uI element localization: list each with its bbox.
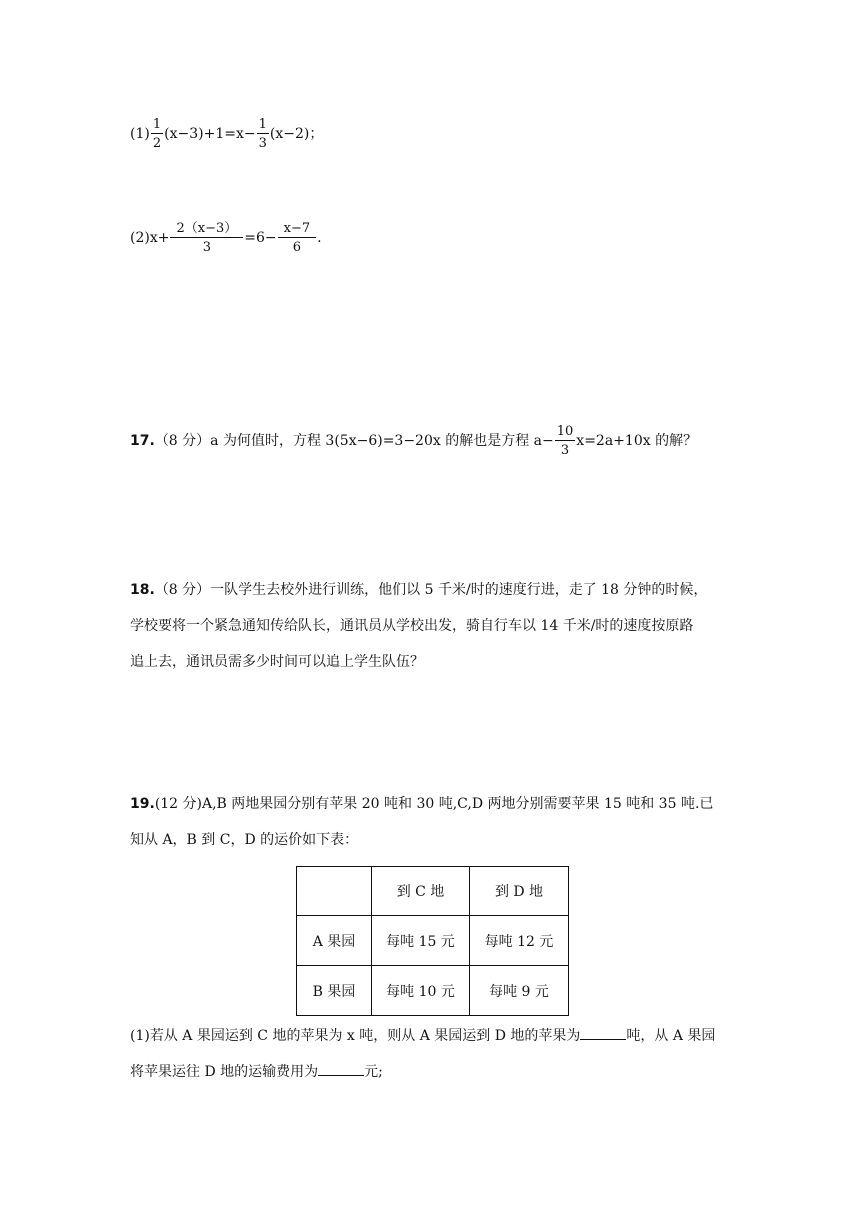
question-18-line-3: 追上去，通讯员需多少时间可以追上学生队伍？: [130, 654, 424, 670]
table-header-cell: 到 D 地: [470, 867, 569, 916]
table-cell: 每吨 9 元: [470, 966, 569, 1016]
question-17-text-b: x=2a+10x 的解？: [576, 433, 698, 449]
question-19-line-1: 19.(12 分)A,B 两地果园分别有苹果 20 吨和 30 吨,C,D 两地分别需要苹果 15 吨和 35 吨.已: [130, 796, 714, 812]
question-19-number: 19.: [130, 796, 155, 812]
table-header-cell: [297, 867, 372, 916]
equation-1-suffix: (x−2)；: [269, 126, 324, 142]
answer-blank: [580, 1025, 626, 1040]
question-18-line-2: 学校要将一个紧急通知传给队长，通讯员从学校出发，骑自行车以 14 千米/时的速度按原路: [130, 618, 694, 634]
equation-1: [130, 118, 323, 150]
question-19-part-1: [130, 1018, 750, 1090]
question-18-number: 18.: [130, 582, 155, 598]
answer-blank: [318, 1061, 364, 1076]
equation-2: [130, 222, 322, 254]
fraction-2x-minus-3-over-3: $\frac{2(x-3)}{3}$: [170, 222, 243, 254]
equation-2-prefix: (2)x+: [130, 230, 170, 246]
equation-1-prefix: (1): [130, 126, 150, 142]
table-cell: 每吨 12 元: [470, 916, 569, 966]
fraction-x-minus-7-over-6: $\frac{x-7}{6}$: [278, 222, 317, 254]
question-18-line-1: 18.（8 分）一队学生去校外进行训练，他们以 5 千米/时的速度行进，走了 18 分钟的时候，: [130, 582, 708, 598]
fraction-one-half: $\frac{1}{2}$: [152, 117, 162, 151]
fraction-one-third: $\frac{1}{3}$: [258, 117, 267, 151]
question-17-number: 17.: [130, 433, 155, 449]
question-19: [130, 786, 750, 858]
table-header-cell: 到 C 地: [372, 867, 470, 916]
question-17-text-a: （8 分）a 为何值时，方程 3(5x−6)=3−20x 的解也是方程 a−: [154, 433, 554, 449]
fraction-ten-thirds: $\frac{10}{3}$: [556, 424, 574, 458]
equation-2-middle: =6−: [244, 230, 277, 246]
table-row: [297, 966, 569, 1016]
question-17: [130, 425, 697, 457]
equation-2-suffix: .: [317, 230, 322, 246]
table-row: [297, 916, 569, 966]
equation-1-middle: (x−3)+1=x−: [164, 126, 256, 142]
question-19-line-2: 知从 A，B 到 C，D 的运价如下表：: [130, 832, 359, 848]
question-18: [130, 572, 750, 680]
question-19-part-1-line-1: (1)若从 A 果园运到 C 地的苹果为 x 吨，则从 A 果园运到 D 地的苹果为 吨，从 A 果园: [130, 1018, 750, 1054]
table-cell: 每吨 10 元: [372, 966, 470, 1016]
table-cell: 每吨 15 元: [372, 916, 470, 966]
table-cell: B 果园: [297, 966, 372, 1016]
freight-rate-table: [296, 866, 569, 1016]
question-19-part-1-line-2: 将苹果运往 D 地的运输费用为 元;: [130, 1054, 750, 1090]
table-cell: A 果园: [297, 916, 372, 966]
table-header-row: [297, 867, 569, 916]
